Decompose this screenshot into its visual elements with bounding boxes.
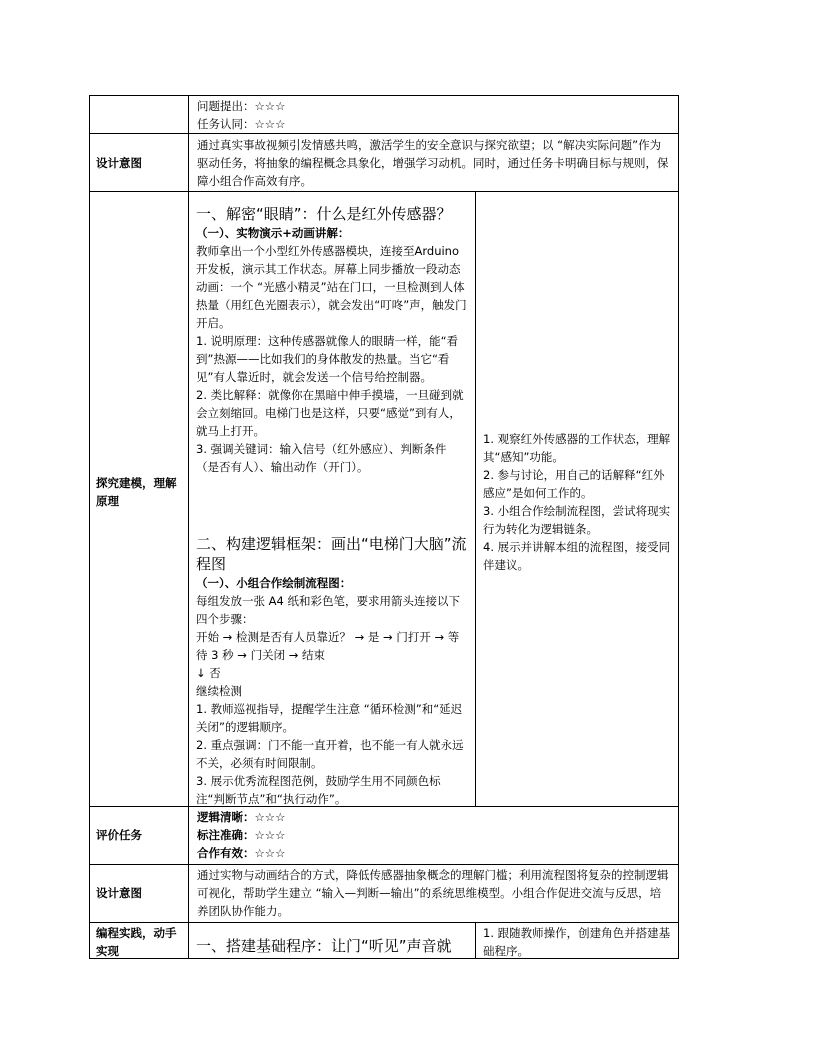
section2-item: 2. 重点强调：门不能一直开着，也不能一有人就永远不关，必须有时间限制。 <box>196 738 464 770</box>
rating-question: 问题提出：☆☆☆ <box>197 99 286 113</box>
explore-student-cell <box>483 430 671 574</box>
table-border <box>89 922 679 923</box>
flow-line: 继续检测 <box>196 684 242 698</box>
section1-paragraph: 教师拿出一个小型红外传感器模块，连接至Arduino开发板，演示其工作状态。屏幕上同步播放一段动态动画：一个 “光感小精灵”站在门口，一旦检测到人体热量（用红色光圈表示），就会发出“叮咚”声，触发门开启。 <box>196 244 467 330</box>
section2-subtitle: （一）、小组合作绘制流程图： <box>196 576 352 590</box>
table-border <box>678 95 679 959</box>
table-border <box>475 922 476 959</box>
section2-paragraph: 每组发放一张 A4 纸和彩色笔，要求用箭头连接以下四个步骤： <box>196 594 460 626</box>
section2-item: 3. 展示优秀流程图范例，鼓励学生用不同颜色标注“判断节点”和“执行动作”。 <box>196 774 441 806</box>
section1-subtitle: （一）、实物演示+动画讲解： <box>196 226 350 240</box>
student-item: 2. 参与讨论，用自己的话解释“红外感应”是如何工作的。 <box>483 468 665 500</box>
table-border <box>188 95 189 959</box>
explore-teacher-cell <box>196 204 467 476</box>
student-item: 3. 小组合作绘制流程图，尝试将现实行为转化为逻辑链条。 <box>483 504 671 536</box>
student-item: 4. 展示并讲解本组的流程图，接受同伴建议。 <box>483 540 671 572</box>
section2-title: 二、构建逻辑框架：画出“电梯门大脑”流程图 <box>196 535 467 573</box>
table-border <box>89 95 90 959</box>
section2-item: 1. 教师巡视指导，提醒学生注意 “循环检测”和“延迟关闭”的逻辑顺序。 <box>196 702 463 734</box>
table-border <box>89 95 679 96</box>
row-label-design1: 设计意图 <box>96 156 142 170</box>
section1-item: 2. 类比解释：就像你在黑暗中伸手摸墙，一旦碰到就会立刻缩回。电梯门也是这样，只要“感觉”到有人，就马上打开。 <box>196 388 464 438</box>
section1-title: 一、解密“眼睛”：什么是红外传感器？ <box>196 205 452 223</box>
table-border <box>89 133 679 134</box>
eval-line: 标注准确：☆☆☆ <box>197 828 286 842</box>
section1-item: 1. 说明原理：这种传感器就像人的眼睛一样，能“看到”热源——比如我们的身体散发的热量。当它“看见”有人靠近时，就会发送一个信号给控制器。 <box>196 334 459 384</box>
practice-student-item: 1. 跟随教师操作，创建角色并搭建基础程序。 <box>483 926 671 958</box>
top-ratings-cell <box>197 97 667 133</box>
eval-line: 合作有效：☆☆☆ <box>197 846 286 860</box>
explore-teacher-cell-part2 <box>196 534 467 808</box>
design1-text: 通过真实事故视频引发情感共鸣，激活学生的安全意识与探究欲望；以 “解决实际问题”作为驱动任务，将抽象的编程概念具象化，增强学习动机。同时，通过任务卡明确目标与规则，保障小组合作高效有序。 <box>197 138 669 188</box>
row-label-design2: 设计意图 <box>96 886 142 900</box>
table-border <box>89 191 679 192</box>
table-border <box>475 191 476 807</box>
eval-line: 逻辑清晰：☆☆☆ <box>197 810 286 824</box>
design2-text: 通过实物与动画结合的方式，降低传感器抽象概念的理解门槛；利用流程图将复杂的控制逻辑可视化，帮助学生建立 “输入—判断—输出”的系统思维模型。小组合作促进交流与反思，培养团队协作能力。 <box>197 868 669 918</box>
row-label-explore: 探究建模，理解原理 <box>96 476 177 508</box>
student-item: 1. 观察红外传感器的工作状态，理解其“感知”功能。 <box>483 432 671 464</box>
row-label-practice: 编程实践，动手实现 <box>96 926 177 958</box>
table-border <box>89 864 679 865</box>
flow-line: ↓ 否 <box>196 666 221 680</box>
practice-title: 一、搭建基础程序：让门“听见”声音就 <box>196 937 452 955</box>
rating-task: 任务认同：☆☆☆ <box>197 117 286 131</box>
eval-cell <box>197 808 667 862</box>
flow-line: 开始 → 检测是否有人员靠近？ → 是 → 门打开 → 等待 3 秒 → 门关闭 → 结束 <box>196 630 460 662</box>
row-label-eval: 评价任务 <box>96 828 142 842</box>
section1-item: 3. 强调关键词：输入信号（红外感应）、判断条件（是否有人）、输出动作（开门）。 <box>196 442 447 474</box>
